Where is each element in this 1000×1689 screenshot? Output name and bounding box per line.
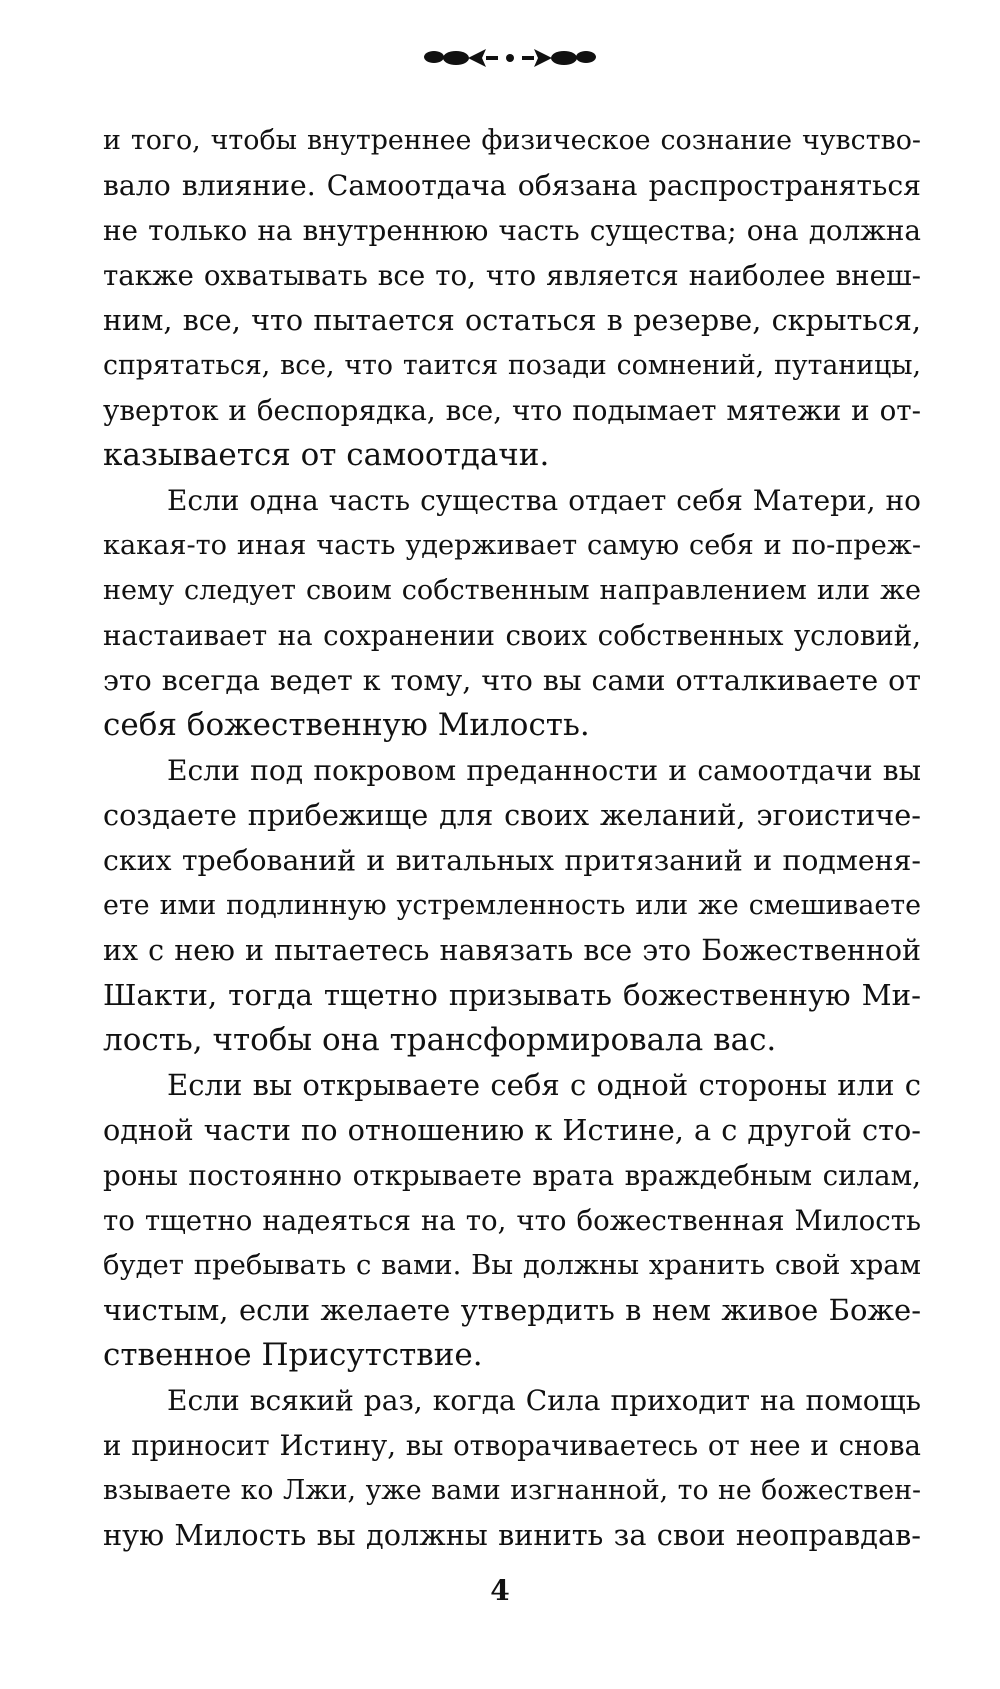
text-line: ских требований и витальных притязаний и подменя- (103, 844, 921, 877)
text-line: настаивает на сохранении своих собственных условий, (103, 619, 921, 652)
text-line: спрятаться, все, что таится позади сомнений, путаницы, (103, 350, 921, 381)
text-line: одной части по отношению к Истине, а с другой сто- (103, 1113, 921, 1147)
text-line: какая-то иная часть удерживает самую себя и по-преж- (103, 530, 921, 561)
text-line: то тщетно надеяться на то, что божественная Милость (103, 1204, 921, 1237)
text-line: и того, чтобы внутреннее физическое сознание чувство- (103, 125, 921, 156)
paragraph-3 (103, 748, 921, 1063)
text-line: их с нею и пытаетесь навязать все это Божественной (103, 934, 921, 967)
text-line: чистым, если желаете утвердить в нем живое Боже- (103, 1293, 921, 1327)
text-line: взываете ко Лжи, уже вами изгнанной, то не божествен- (103, 1475, 921, 1506)
paragraph-5 (103, 1378, 921, 1558)
paragraph-2 (103, 478, 921, 748)
text-line: создаете прибежище для своих желаний, эгоистиче- (103, 798, 921, 832)
text-line: Если вы открываете себя с одной стороны или с (167, 1068, 921, 1102)
text-line: казывается от самоотдачи. (103, 437, 550, 473)
text-line: и приносит Истину, вы отворачиваетесь от нее и снова (103, 1429, 921, 1462)
text-line: вало влияние. Самоотдача обязана распространяться (103, 169, 921, 202)
paragraph-4 (103, 1063, 921, 1378)
text-line: себя божественную Милость. (103, 707, 590, 743)
text-line: также охватывать все то, что является наиболее внеш- (103, 259, 921, 292)
text-line: уверток и беспорядка, все, что подымает мятежи и от- (103, 394, 921, 427)
text-line: ете ими подлинную устремленность или же смешиваете (103, 890, 921, 921)
page-number: 4 (490, 1574, 510, 1607)
text-line: Если всякий раз, когда Сила приходит на помощь (167, 1384, 921, 1417)
text-line: Шакти, тогда тщетно призывать божественную Ми- (103, 978, 921, 1012)
text-line: нему следует своим собственным направлением или же (103, 575, 921, 606)
text-line: ную Милость вы должны винить за свои неоправдав- (103, 1518, 921, 1552)
text-line: роны постоянно открываете врата враждебным силам, (103, 1159, 921, 1192)
text-line: не только на внутреннюю часть существа; она должна (103, 214, 921, 247)
text-line: Если под покровом преданности и самоотдачи вы (167, 754, 921, 787)
paragraph-1 (103, 118, 921, 478)
decorative-divider-ornament-icon (420, 40, 600, 76)
text-line: ственное Присутствие. (103, 1337, 483, 1373)
text-line: ним, все, что пытается остаться в резерве, скрыться, (103, 303, 921, 337)
text-line: это всегда ведет к тому, что вы сами отталкиваете от (103, 664, 921, 697)
text-line: будет пребывать с вами. Вы должны хранить свой храм (103, 1250, 921, 1281)
body-text (103, 118, 921, 1558)
text-line: лость, чтобы она трансформировала вас. (103, 1022, 777, 1058)
text-line: Если одна часть существа отдает себя Матери, но (167, 484, 921, 517)
